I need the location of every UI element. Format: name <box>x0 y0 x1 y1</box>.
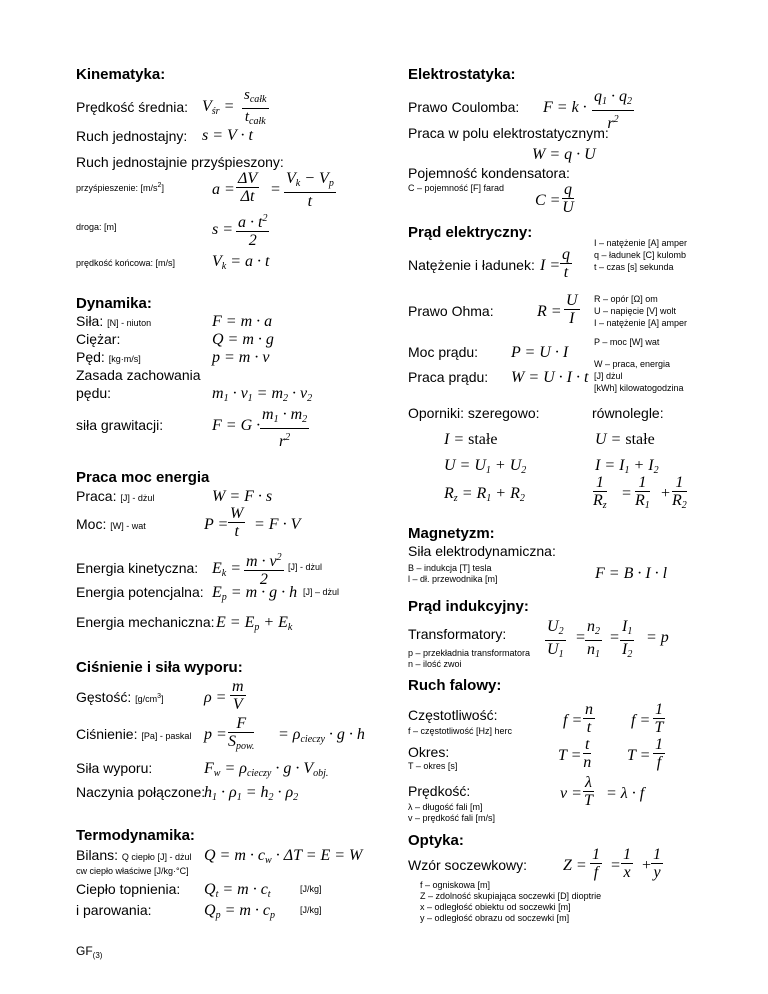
formula-z-y: $\frac{1}{y}$ <box>653 846 661 881</box>
energia-potencjalna-label: Energia potencjalna: <box>76 584 204 600</box>
formula-buoyancy: $F_w = \rho_{cieczy} \cdot g \cdot V_{obj.}$ <box>204 760 329 779</box>
pojemnosc-label: Pojemność kondensatora: <box>408 165 570 181</box>
sila-elektrodynamiczna-label: Siła elektrodynamiczna: <box>408 543 556 559</box>
czestotliwosc-label: Częstotliwość: <box>408 707 498 723</box>
t-note: T – okres [s] <box>408 761 458 771</box>
formula-vk: $V_k = a \cdot t$ <box>212 253 270 272</box>
formula-f-ma: F = m · a <box>212 313 273 330</box>
cisnienie-label: Ciśnienie: [Pa] - paskal <box>76 726 192 742</box>
formula-p-ui: P = U · I <box>511 344 569 361</box>
transformatory-label: Transformatory: <box>408 626 507 642</box>
ep-unit: [J] – dżul <box>303 587 340 597</box>
formula-f-1t: f = <box>631 712 651 729</box>
ped-label: Pęd: [kg·m/s] <box>76 349 141 365</box>
formula-e-mech: $E = E_p + E_k$ <box>216 614 293 633</box>
wzor-soczewkowy-label: Wzór soczewkowy: <box>408 857 528 873</box>
praca-pole-label: Praca w polu elektrostatycznym: <box>408 125 609 141</box>
formula-ep: $E_p = m \cdot g \cdot h$ <box>212 584 298 603</box>
formula-parallel-plus: + <box>660 485 671 502</box>
magnetyzm-note-1: B – indukcja [T] tesla <box>408 563 492 573</box>
zasada-label-line2: pędu: <box>76 385 112 401</box>
termodynamika-heading: Termodynamika: <box>76 827 195 844</box>
coulomb-label: Prawo Coulomba: <box>408 99 520 115</box>
formula-parallel-eq: = <box>621 485 632 502</box>
droga-label: droga: [m] <box>76 222 117 232</box>
c-note: C – pojemność [F] farad <box>408 183 505 193</box>
dynamika-heading: Dynamika: <box>76 295 152 312</box>
prad-heading: Prąd elektryczny: <box>408 224 533 241</box>
indukcja-heading: Prąd indukcyjny: <box>408 598 529 615</box>
formula-t-tn-fraction: $\frac{t}{n}$ <box>583 736 592 771</box>
kinematyka-heading: Kinematyka: <box>76 66 166 83</box>
energia-kinetyczna-label: Energia kinetyczna: <box>76 560 199 576</box>
formula-w-qu: W = q · U <box>532 146 596 163</box>
oporniki-label: Oporniki: szeregowo: <box>408 405 540 421</box>
formula-heat-balance: $Q = m \cdot c_w \cdot \Delta T = E = W$ <box>204 847 363 866</box>
formula-parallel-r1: $\frac{1}{R_1}$ <box>635 474 650 511</box>
praca-pradu-label: Praca prądu: <box>408 369 489 385</box>
formula-f-nt: f = <box>563 712 583 729</box>
bilans-label: Bilans: Q ciepło [J] - dżul <box>76 847 192 863</box>
ruch-przyspieszony-label: Ruch jednostajnie przyśpieszony: <box>76 154 284 170</box>
moc-note: P – moc [W] wat <box>594 337 660 347</box>
formula-w-uit: W = U · I · t <box>511 369 589 386</box>
fale-heading: Ruch falowy: <box>408 677 502 694</box>
formula-ek: $E_k$ = <box>212 560 242 579</box>
formula-v-fraction: $\frac{\lambda}{T}$ <box>584 774 593 809</box>
formula-parallel-r2: $\frac{1}{R_2}$ <box>672 474 687 511</box>
formula-trans-p: = p <box>646 629 669 646</box>
formula-v-lf: = λ · f <box>606 785 645 802</box>
moc-pradu-label: Moc prądu: <box>408 344 479 360</box>
formula-r-fraction: $\frac{U}{I}$ <box>566 292 578 327</box>
gestosc-label: Gęstość: $[g/cm^3]$ <box>76 689 164 705</box>
przyspieszenie-label: przyśpieszenie: $[m/s^2]$ <box>76 182 164 193</box>
naczynia-label: Naczynia połączone: <box>76 784 206 800</box>
optyka-heading: Optyka: <box>408 832 464 849</box>
formula-z-plus: + <box>641 857 652 874</box>
formula-qp: $Q_p = m \cdot c_p$ <box>204 902 276 921</box>
jkg-unit-2: [J/kg] <box>300 905 322 915</box>
cieplo-topnienia-label: Ciepło topnienia: <box>76 881 181 897</box>
formula-coulomb: F = k · <box>543 99 587 116</box>
formula-q-mg: Q = m · g <box>212 331 274 348</box>
formula-i-fraction: $\frac{q}{t}$ <box>562 246 570 281</box>
v-note-1: λ – długość fali [m] <box>408 802 483 812</box>
formula-s-vt: s = V · t <box>202 127 253 144</box>
v-note-2: v – prędkość fali [m/s] <box>408 813 496 823</box>
footer-gf: $GF_{(3)}$ <box>76 944 103 960</box>
optyka-note-3: x – odległość obiektu od soczewki [m] <box>420 902 571 912</box>
formula-vessels: $h_1 \cdot \rho_1 = h_2 \cdot \rho_2$ <box>204 784 299 803</box>
transformatory-note-1: p – przekładnia transformatora <box>408 648 531 658</box>
formula-f-g: F = G · <box>212 417 261 434</box>
formula-p-fv: = F · V <box>254 516 301 533</box>
predkosc-srednia-label: Prędkość średnia: <box>76 99 189 115</box>
formula-p-mv: p = m · v <box>212 349 270 366</box>
magnetyzm-note-2: l – dł. przewodnika [m] <box>408 574 498 584</box>
ohm-label: Prawo Ohma: <box>408 303 494 319</box>
predkosc-koncowa-label: prędkość końcowa: [m/s] <box>76 258 176 268</box>
formula-p-fraction: $\frac{W}{t}$ <box>230 505 244 540</box>
f-note: f – częstotliwość [Hz] herc <box>408 726 513 736</box>
formula-qt: $Q_t = m \cdot c_t$ <box>204 881 271 900</box>
praca-label: Praca: [J] - dżul <box>76 488 155 504</box>
optyka-note-2: Z – zdolność skupiająca soczewki [D] dioptrie <box>420 891 602 901</box>
formula-f-nt-fraction: $\frac{n}{t}$ <box>585 701 593 736</box>
formula-f-bil: F = B · I · l <box>595 565 668 582</box>
ruch-jednostajny-label: Ruch jednostajny: <box>76 128 188 144</box>
magnetyzm-heading: Magnetyzm: <box>408 525 495 542</box>
formula-trans-i: $\frac{I_1}{I_2}$ <box>622 618 633 660</box>
formula-a: a = <box>212 181 235 198</box>
formula-t-1f-fraction: $\frac{1}{f}$ <box>655 736 663 771</box>
formula-coulomb-fraction: $\frac{q_1 \cdot q_2}{r^2}$ <box>594 88 632 132</box>
formula-trans-eq2: = <box>609 629 620 646</box>
parowania-label: i parowania: <box>76 902 152 918</box>
formula-f-1t-fraction: $\frac{1}{T}$ <box>654 701 664 736</box>
formula-s-fraction: $\frac{a \cdot t^2}{2}$ <box>236 210 269 249</box>
optyka-note-1: f – ogniskowa [m] <box>420 880 491 890</box>
formula-pressure: p = <box>204 726 227 743</box>
predkosc-fali-label: Prędkość: <box>408 783 471 799</box>
natezenie-note-2: q – ładunek [C] kulomb <box>594 250 687 260</box>
formula-v-sr-fraction: $s_{całk}$ $t_{całk}$ <box>244 87 267 127</box>
formula-rho-fraction: $\frac{m}{V}$ <box>232 678 244 713</box>
elektrostatyka-heading: Elektrostatyka: <box>408 66 516 83</box>
formula-series-r: $R_z = R_1 + R_2$ <box>444 485 525 504</box>
formula-parallel-rz: $\frac{1}{R_z}$ <box>593 474 607 511</box>
formula-a-equals: = <box>270 181 281 198</box>
praca-note-2: [J] dżul <box>594 371 623 381</box>
formula-rho: ρ = <box>204 689 227 706</box>
ek-unit: [J] - dżul <box>288 562 323 572</box>
formula-trans-eq1: = <box>575 629 586 646</box>
ohm-note-3: I – natężenie [A] amper <box>594 318 688 328</box>
praca-note-1: W – praca, energia <box>594 359 671 369</box>
zasada-label-line1: Zasada zachowania <box>76 367 201 383</box>
sila-wyporu-label: Siła wyporu: <box>76 760 153 776</box>
formula-parallel-i: $I = I_1 + I_2$ <box>595 457 659 476</box>
moc-label: Moc: [W] - wat <box>76 516 146 532</box>
transformatory-note-2: n – ilość zwoi <box>408 659 462 669</box>
formula-w-fs: W = F · s <box>212 488 273 505</box>
formula-parallel-u: U = stałe <box>595 431 655 448</box>
ohm-note-1: R – opór [Ω] om <box>594 294 658 304</box>
formula-a-dv-dt: $\frac{\Delta V}{\Delta t}$ <box>238 170 258 205</box>
formula-series-i: I = stałe <box>444 431 498 448</box>
formula-z-eq: = <box>610 857 621 874</box>
optyka-note-4: y – odległość obrazu od soczewki [m] <box>420 913 570 923</box>
sila-grawitacji-label: siła grawitacji: <box>76 417 164 433</box>
formula-s: s = <box>212 221 234 238</box>
cisnienie-heading: Ciśnienie i siła wyporu: <box>76 659 243 676</box>
formula-r: R = <box>537 303 562 320</box>
formula-pressure-hydro: = $\rho_{cieczy} \cdot g \cdot h$ <box>278 726 365 745</box>
cw-note: cw ciepło właściwe [J/kg·°C] <box>76 866 189 876</box>
formula-trans-n: $\frac{n_2}{n_1}$ <box>587 618 600 660</box>
natezenie-note-3: t – czas [s] sekunda <box>594 262 674 272</box>
formula-i: I = <box>540 257 561 274</box>
formula-c: C = <box>535 192 561 209</box>
energia-mechaniczna-label: Energia mechaniczna: <box>76 614 215 630</box>
formula-c-fraction: $\frac{q}{U}$ <box>562 181 574 216</box>
jkg-unit-1: [J/kg] <box>300 884 322 894</box>
natezenie-note-1: I – natężenie [A] amper <box>594 238 688 248</box>
ciezar-label: Ciężar: <box>76 331 121 347</box>
formula-z-f: $\frac{1}{f}$ <box>592 846 600 881</box>
formula-z: Z = <box>563 857 587 874</box>
formula-momentum: $m_1 \cdot v_1 = m_2 \cdot v_2$ <box>212 385 313 404</box>
formula-f-g-fraction: $\frac{m_1 \cdot m_2}{r^2}$ <box>262 406 308 450</box>
formula-v: v = <box>560 785 582 802</box>
formula-t-1f: T = <box>627 747 651 764</box>
praca-note-3: [kWh] kilowatogodzina <box>594 383 684 393</box>
formula-ek-fraction: $\frac{m \cdot v^2}{2}$ <box>244 549 284 588</box>
formula-v-sr: $V_{śr}$ = <box>202 98 235 117</box>
ohm-note-2: U – napięcie [V] wolt <box>594 306 677 316</box>
praca-heading: Praca moc energia <box>76 469 210 486</box>
formula-z-x: $\frac{1}{x}$ <box>623 846 631 881</box>
formula-pressure-fraction: F $S_{pow.}$ <box>228 715 255 752</box>
natezenie-label: Natężenie i ładunek: <box>408 257 535 273</box>
formula-series-u: $U = U_1 + U_2$ <box>444 457 527 476</box>
formula-t-tn: T = <box>558 747 582 764</box>
okres-label: Okres: <box>408 744 450 760</box>
rownolegle-label: równolegle: <box>592 405 664 421</box>
sila-label: Siła: [N] - niuton <box>76 313 152 329</box>
formula-p: P = <box>204 516 229 533</box>
formula-trans-u: $\frac{U_2}{U_1}$ <box>547 618 564 660</box>
formula-a-vk-vp: $\frac{V_k - V_p}{t}$ <box>286 170 334 210</box>
